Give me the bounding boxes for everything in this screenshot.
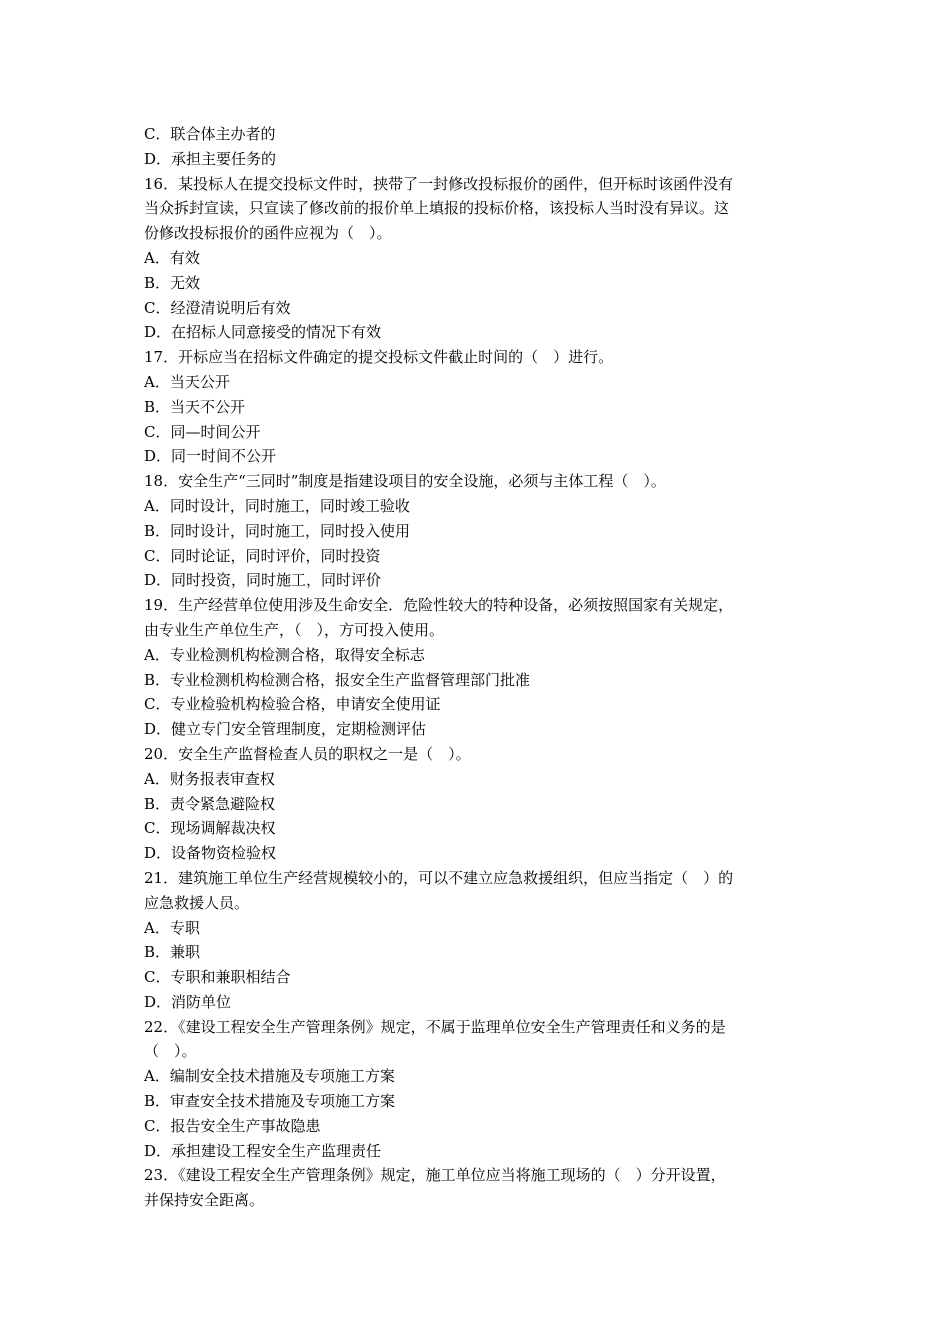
question-20: 20．安全生产监督检查人员的职权之一是（ ）。 — [144, 744, 471, 763]
option-line: A．同时设计，同时施工，同时竣工验收 — [144, 496, 410, 515]
option-line: C．专职和兼职相结合 — [144, 968, 291, 987]
question-19: 19．生产经营单位使用涉及生命安全．危险性较大的特种设备，必须按照国家有关规定， — [144, 596, 734, 615]
text-line: 份修改投标报价的函件应视为（ ）。 — [144, 224, 392, 243]
option-line: C．报告安全生产事故隐患 — [144, 1116, 321, 1135]
option-line: B．专业检测机构检测合格，报安全生产监督管理部门批准 — [144, 670, 531, 689]
question-17: 17．开标应当在招标文件确定的提交投标文件截止时间的（ ）进行。 — [144, 348, 614, 367]
option-line: D．承担建设工程安全生产监理责任 — [144, 1141, 382, 1160]
option-line: D．消防单位 — [144, 992, 232, 1011]
text-line: D．承担主要任务的 — [144, 149, 277, 168]
question-21: 21．建筑施工单位生产经营规模较小的，可以不建立应急救援组织，但应当指定（ ）的 — [144, 868, 734, 887]
text-line: 由专业生产单位生产，（ ），方可投入使用。 — [144, 620, 445, 639]
option-line: D．在招标人同意接受的情况下有效 — [144, 323, 382, 342]
text-line: （ ）。 — [144, 1042, 197, 1061]
option-line: A．专业检测机构检测合格，取得安全标志 — [144, 645, 425, 664]
question-18: 18．安全生产“三同时”制度是指建设项目的安全设施，必须与主体工程（ ）。 — [144, 472, 666, 491]
option-line: B．同时设计，同时施工，同时投入使用 — [144, 521, 411, 540]
option-line: A．财务报表审查权 — [144, 769, 275, 788]
option-line: A．专职 — [144, 918, 200, 937]
text-line: C．联合体主办者的 — [144, 125, 276, 143]
option-line: D．健立专门安全管理制度，定期检测评估 — [144, 720, 427, 739]
option-line: B．审查安全技术措施及专项施工方案 — [144, 1092, 396, 1111]
question-22: 22．《建设工程安全生产管理条例》规定，不属于监理单位安全生产管理责任和义务的是 — [144, 1017, 726, 1036]
option-line: B．当天不公开 — [144, 397, 246, 416]
option-line: B．兼职 — [144, 943, 201, 962]
option-line: D．同时投资，同时施工，同时评价 — [144, 571, 382, 590]
option-line: C．同时论证，同时评价，同时投资 — [144, 546, 381, 565]
option-line: A．当天公开 — [144, 372, 230, 391]
question-16: 16．某投标人在提交投标文件时，挟带了一封修改投标报价的函件，但开标时该函件没有 — [144, 174, 734, 193]
question-23: 23．《建设工程安全生产管理条例》规定，施工单位应当将施工现场的（ ）分开设置， — [144, 1166, 726, 1185]
option-line: C．专业检验机构检验合格，申请安全使用证 — [144, 695, 441, 714]
option-line: C．同—时间公开 — [144, 422, 261, 441]
option-line: B．无效 — [144, 273, 201, 292]
option-line: C．现场调解裁决权 — [144, 819, 276, 838]
option-line: A．有效 — [144, 248, 200, 267]
text-line: 应急救援人员。 — [144, 893, 250, 912]
text-line: 当众拆封宣读，只宣读了修改前的报价单上填报的投标价格，该投标人当时没有异议。这 — [144, 199, 730, 218]
option-line: D．设备物资检验权 — [144, 844, 277, 863]
option-line: D．同一时间不公开 — [144, 447, 277, 466]
option-line: A．编制安全技术措施及专项施工方案 — [144, 1067, 395, 1086]
option-line: B．责令紧急避险权 — [144, 794, 276, 813]
text-line: 并保持安全距离。 — [144, 1191, 265, 1210]
document-page — [144, 122, 810, 1213]
option-line: C．经澄清说明后有效 — [144, 298, 291, 317]
